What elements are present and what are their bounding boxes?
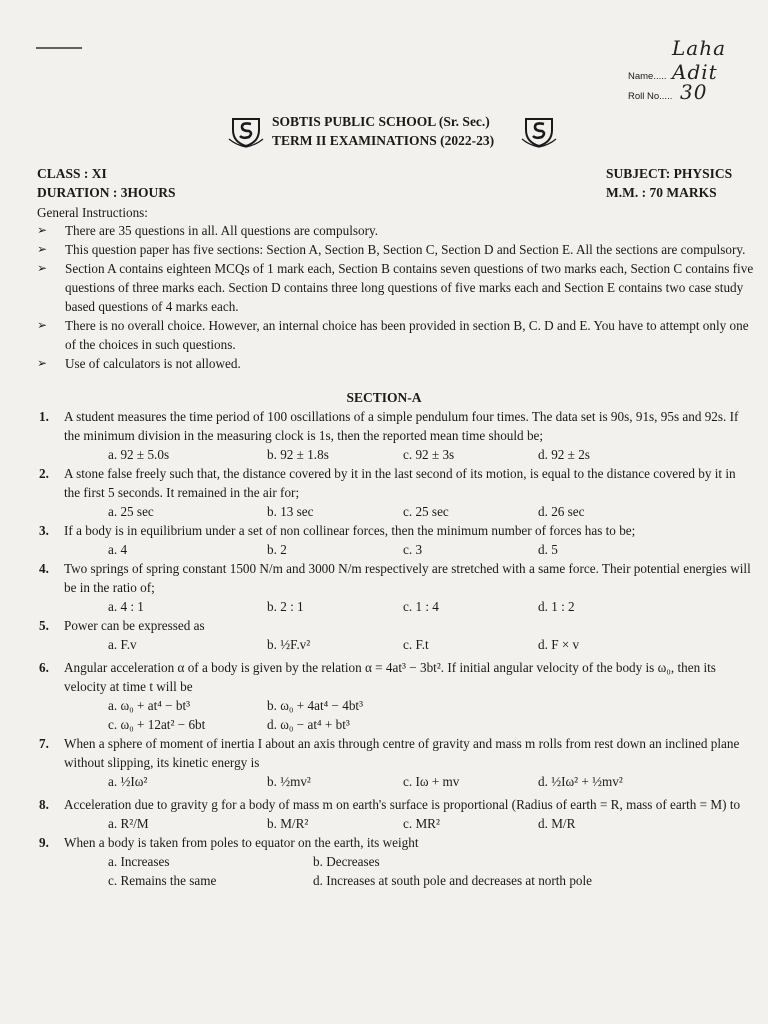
- handwritten-roll-number: 30: [680, 80, 708, 104]
- option-d: d. 92 ± 2s: [538, 447, 590, 462]
- question-number: 6.: [39, 660, 49, 675]
- options-row: [64, 696, 752, 715]
- school-logo-icon: [521, 112, 557, 148]
- arrow-bullet-icon: ➢: [37, 356, 48, 370]
- option-b: b. 92 ± 1.8s: [267, 447, 329, 462]
- question-1: [37, 407, 752, 464]
- question-text: When a sphere of moment of inertia I about an axis through centre of gravity and mass m rolls from rest down an inclined plane without slipping, its kinetic energy is: [64, 736, 740, 770]
- question-number: 8.: [39, 797, 49, 812]
- instruction-item: [37, 316, 757, 354]
- subject-label: SUBJECT: PHYSICS: [606, 166, 733, 181]
- options-row: [64, 597, 752, 616]
- question-8: [37, 795, 752, 833]
- option-d: d. 5: [538, 542, 558, 557]
- option-c: c. Iω + mv: [403, 774, 460, 789]
- options-row: [64, 715, 752, 734]
- question-number: 3.: [39, 523, 49, 538]
- class-duration-block: [37, 164, 176, 202]
- arrow-bullet-icon: ➢: [37, 242, 48, 256]
- option-a: a. 92 ± 5.0s: [108, 447, 170, 462]
- option-b: b. 2 : 1: [267, 599, 304, 614]
- option-d: d. 1 : 2: [538, 599, 575, 614]
- question-list: [37, 407, 752, 890]
- options-row: [64, 445, 752, 464]
- question-text: A student measures the time period of 100 oscillations of a simple pendulum four times. The data set is 90s, 91s, 95s and 92s. If the minimum division in the measuring clock is 1s, then the reported mean time should be;: [64, 409, 739, 443]
- instruction-text: This question paper has five sections: Section A, Section B, Section C, Section D and Section E. All the sections are compulsory.: [65, 242, 746, 257]
- arrow-bullet-icon: ➢: [37, 318, 48, 332]
- question-text: Power can be expressed as: [64, 618, 205, 633]
- question-number: 2.: [39, 466, 49, 481]
- option-a: a. 4: [108, 542, 128, 557]
- instructions-title: General Instructions:: [37, 205, 148, 220]
- question-text: Angular acceleration α of a body is given by the relation α = 4at³ − 3bt². If initial angular velocity of the body is ω₀, then its velocity at time t will be: [64, 660, 716, 694]
- option-c: c. 25 sec: [403, 504, 449, 519]
- instruction-item: [37, 354, 757, 373]
- name-roll-box: [628, 36, 768, 104]
- question-number: 1.: [39, 409, 49, 424]
- question-9: [37, 833, 752, 890]
- arrow-bullet-icon: ➢: [37, 223, 48, 237]
- instruction-item: [37, 221, 757, 240]
- question-5: [37, 616, 752, 658]
- option-a: a. ω₀ + at⁴ − bt³: [108, 698, 191, 713]
- options-row: [64, 852, 752, 871]
- option-c: c. 92 ± 3s: [403, 447, 455, 462]
- option-d: d. Increases at south pole and decreases at north pole: [313, 873, 593, 888]
- option-a: a. R²/M: [108, 816, 149, 831]
- max-marks-label: M.M. : 70 MARKS: [606, 185, 717, 200]
- options-row: [64, 540, 752, 559]
- instructions-list: [37, 221, 757, 373]
- option-a: a. ½Iω²: [108, 774, 148, 789]
- question-4: [37, 559, 752, 616]
- instruction-text: There is no overall choice. However, an internal choice has been provided in section B, C. D and E. You have to attempt only one of the choices in such questions.: [65, 318, 749, 352]
- option-b: b. 2: [267, 542, 287, 557]
- pen-stroke-mark: [36, 46, 84, 50]
- question-number: 5.: [39, 618, 49, 633]
- question-number: 9.: [39, 835, 49, 850]
- roll-row: [628, 80, 768, 104]
- options-row: [64, 772, 752, 795]
- option-d: d. ½Iω² + ½mv²: [538, 774, 623, 789]
- question-3: [37, 521, 752, 559]
- question-text: Two springs of spring constant 1500 N/m and 3000 N/m respectively are stretched with a same force. Their potential energies will be in the ratio of;: [64, 561, 751, 595]
- question-text: When a body is taken from poles to equator on the earth, its weight: [64, 835, 419, 850]
- options-row: [64, 814, 752, 833]
- option-c: c. 1 : 4: [403, 599, 439, 614]
- option-b: b. 13 sec: [267, 504, 314, 519]
- class-label: CLASS : XI: [37, 166, 107, 181]
- paper-header: [0, 108, 768, 156]
- option-c: c. Remains the same: [108, 873, 217, 888]
- arrow-bullet-icon: ➢: [37, 261, 48, 275]
- option-c: c. 3: [403, 542, 423, 557]
- section-a-title: SECTION-A: [346, 390, 422, 405]
- option-b: b. ½F.v²: [267, 637, 311, 652]
- question-7: [37, 734, 752, 795]
- option-c: c. F.t: [403, 637, 429, 652]
- option-d: d. 26 sec: [538, 504, 585, 519]
- option-a: a. F.v: [108, 637, 137, 652]
- instruction-item: [37, 259, 757, 316]
- question-number: 4.: [39, 561, 49, 576]
- option-a: a. Increases: [108, 854, 170, 869]
- subject-marks-block: [606, 164, 732, 202]
- options-row: [64, 502, 752, 521]
- option-b: b. Decreases: [313, 854, 380, 869]
- instruction-text: There are 35 questions in all. All questions are compulsory.: [65, 223, 379, 238]
- name-label: Name.....: [628, 71, 667, 82]
- option-b: b. ½mv²: [267, 774, 311, 789]
- question-number: 7.: [39, 736, 49, 751]
- handwritten-name: Laha Adit: [672, 36, 727, 84]
- instruction-item: [37, 240, 757, 259]
- option-b: b. ω₀ + 4at⁴ − 4bt³: [267, 698, 364, 713]
- option-d: d. ω₀ − at⁴ + bt³: [267, 717, 350, 732]
- option-d: d. M/R: [538, 816, 576, 831]
- question-text: A stone false freely such that, the distance covered by it in the last second of its motion, is equal to the distance covered by it in the first 5 seconds. It remained in the air for;: [64, 466, 736, 500]
- instruction-text: Section A contains eighteen MCQs of 1 mark each, Section B contains seven questions of two marks each, Section C contains five questions of three marks each. Section D contains three long questions of five marks each and Section E contains two case study based questions of 4 marks each.: [65, 261, 754, 314]
- options-row: [64, 871, 752, 890]
- options-row: [64, 635, 752, 658]
- option-d: d. F × v: [538, 637, 580, 652]
- question-text: Acceleration due to gravity g for a body of mass m on earth's surface is proportional (Radius of earth = R, mass of earth = M) to: [64, 797, 741, 812]
- instruction-text: Use of calculators is not allowed.: [65, 356, 241, 371]
- option-b: b. M/R²: [267, 816, 309, 831]
- school-heading: [272, 112, 494, 150]
- option-a: a. 4 : 1: [108, 599, 144, 614]
- question-2: [37, 464, 752, 521]
- option-c: c. ω₀ + 12at² − 6bt: [108, 717, 206, 732]
- roll-label: Roll No.....: [628, 91, 673, 102]
- question-text: If a body is in equilibrium under a set of non collinear forces, then the minimum number of forces has to be;: [64, 523, 636, 538]
- question-6: [37, 658, 752, 734]
- exam-title: TERM II EXAMINATIONS (2022-23): [272, 133, 495, 148]
- school-name: SOBTIS PUBLIC SCHOOL (Sr. Sec.): [272, 114, 490, 129]
- option-a: a. 25 sec: [108, 504, 154, 519]
- duration-label: DURATION : 3HOURS: [37, 185, 176, 200]
- school-logo-icon: [228, 112, 264, 148]
- option-c: c. MR²: [403, 816, 440, 831]
